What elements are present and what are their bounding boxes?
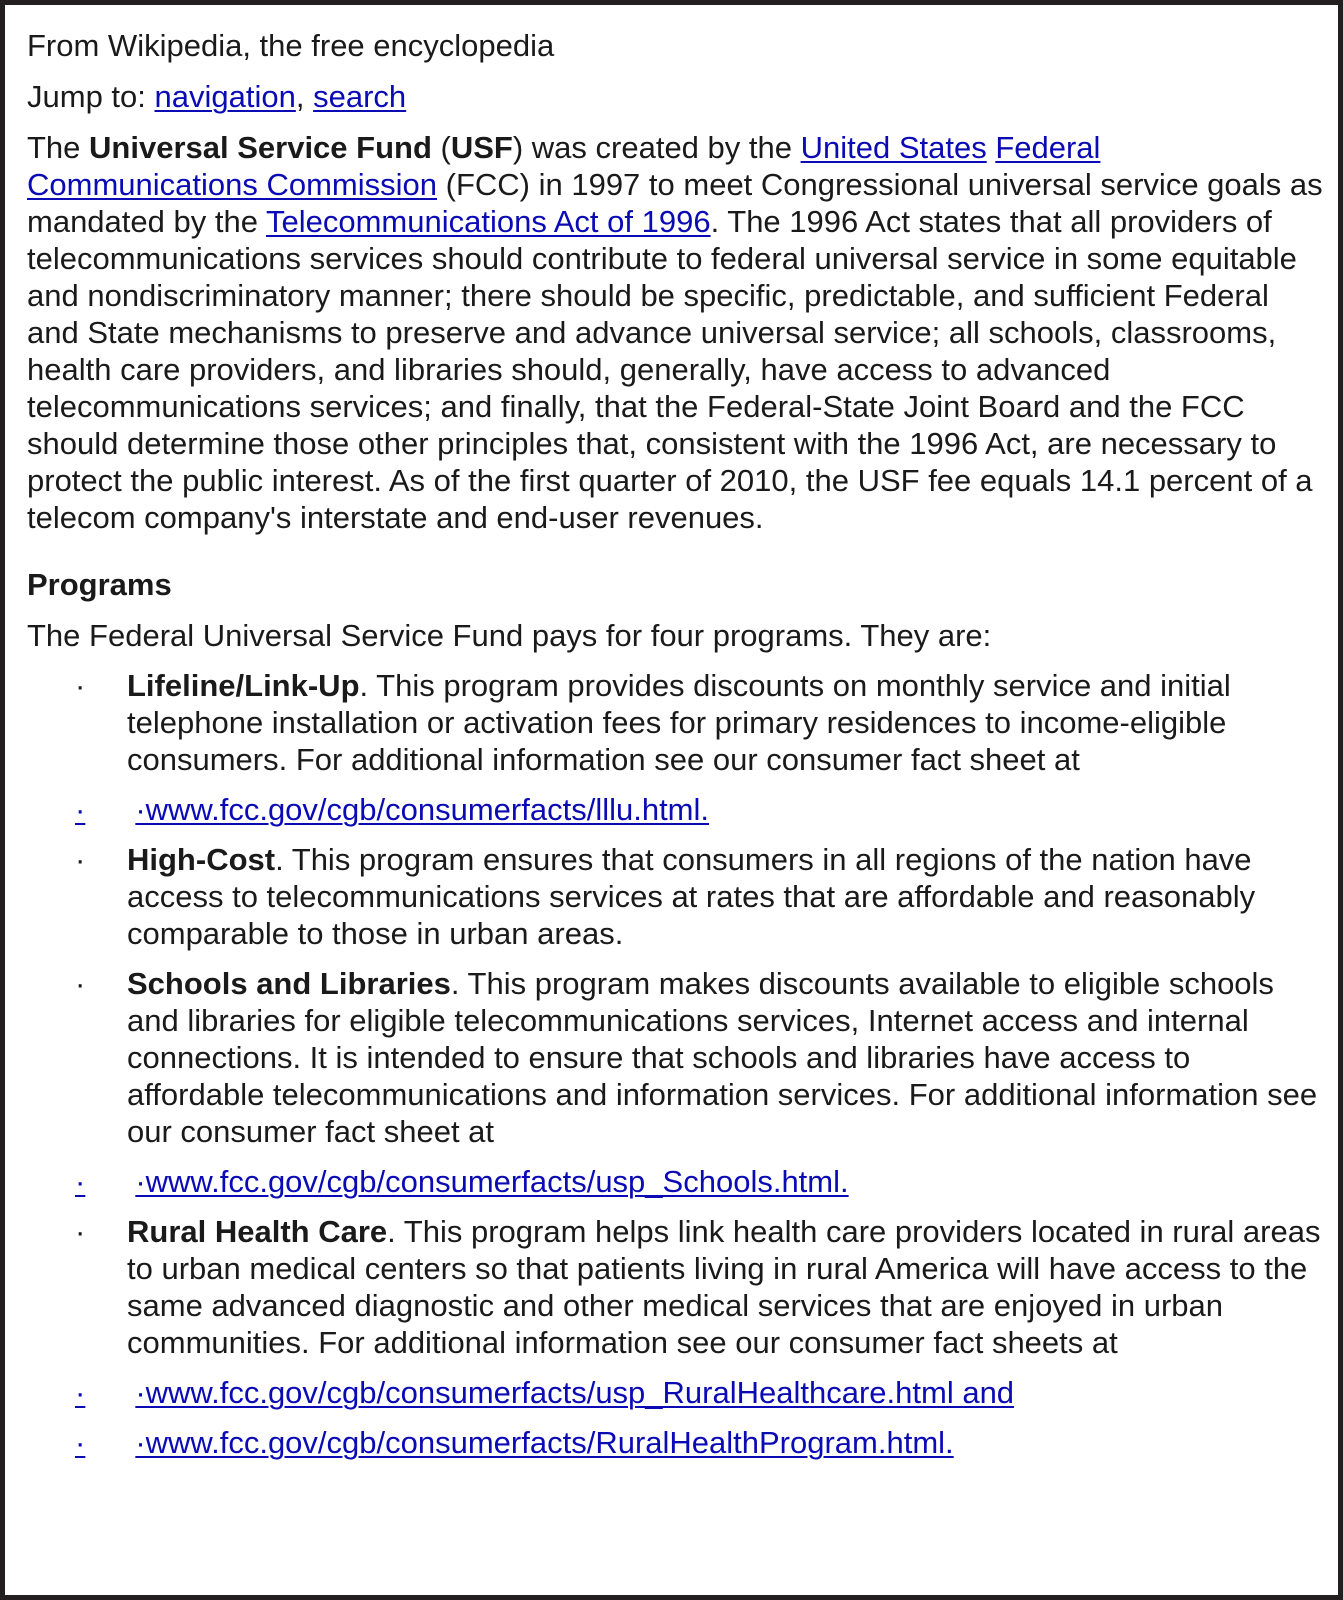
link-text: ·www.fcc.gov/cgb/consumerfacts/usp_RuralHealthcare.html and (135, 1375, 1015, 1410)
intro-text-3: ) was created by the (512, 130, 801, 165)
link-bullet: · (75, 1375, 86, 1410)
intro-bold-usf-abbr: USF (450, 130, 513, 165)
lifeline-factsheet-link[interactable] (75, 791, 709, 828)
program-item-rural-health (27, 1213, 1327, 1361)
tagline-text: From Wikipedia, the free encyclopedia (27, 28, 555, 63)
url-row-rural-1 (27, 1374, 1327, 1411)
telecom-act-link[interactable]: Telecommunications Act of 1996 (266, 204, 711, 239)
program-title: Schools and Libraries (127, 966, 451, 1001)
programs-heading: Programs (27, 567, 172, 602)
rural-healthcare-factsheet-link[interactable] (75, 1374, 1014, 1411)
jump-to-label: Jump to: (27, 79, 146, 114)
intro-text-6: . The 1996 Act states that all providers of telecommunications services should contribute to federal universal service in some equitable and nondiscriminatory manner; there should be specific, predictable, and sufficient Federal and State mechanisms to preserve and advance universal service; all schools, classrooms, health care providers, and libraries should, generally, have access to advanced telecommunications services; and finally, that the Federal-State Joint Board and the FCC should determine those other principles that, consistent with the 1996 Act, are necessary to protect the public interest. As of the first quarter of 2010, the USF fee equals 14.1 percent of a telecom company's interstate and end-user revenues. (27, 204, 1313, 535)
intro-text-2: ( (431, 130, 451, 165)
jump-to-separator: , (295, 79, 305, 114)
program-item-lifeline (27, 667, 1327, 778)
program-title: Lifeline/Link-Up (127, 668, 360, 703)
link-text: ·www.fcc.gov/cgb/consumerfacts/lllu.html. (135, 792, 710, 827)
program-item-high-cost (27, 841, 1327, 952)
url-row-schools (27, 1163, 1327, 1200)
link-bullet: · (75, 792, 86, 827)
program-title: Rural Health Care (127, 1214, 388, 1249)
bullet: · (75, 668, 86, 703)
program-title: High-Cost (127, 842, 276, 877)
url-row-rural-2 (27, 1424, 1327, 1461)
program-description: . This program helps link health care providers located in rural areas to urban medical centers so that patients living in rural America will have access to the same advanced diagnostic and other medical services that are enjoyed in urban communities. For additional information see our consumer fact sheets at (127, 1214, 1321, 1360)
intro-text-5: (FCC) in 1997 to meet Congressional universal service goals as mandated by the (27, 167, 1323, 239)
bullet: · (75, 842, 86, 877)
program-description: . This program provides discounts on monthly service and initial telephone installation or activation fees for primary residences to income-eligible consumers. For additional information see our consumer fact sheet at (127, 668, 1231, 777)
intro-paragraph (27, 129, 1327, 536)
link-bullet: · (75, 1425, 86, 1460)
search-link[interactable]: search (313, 79, 407, 114)
tagline (27, 27, 1327, 64)
link-bullet: · (75, 1164, 86, 1199)
jump-to-line (27, 78, 1327, 115)
program-description: . This program ensures that consumers in all regions of the nation have access to telecommunications services at rates that are affordable and reasonably comparable to those in urban areas. (127, 842, 1256, 951)
rural-health-program-link[interactable] (75, 1424, 954, 1461)
united-states-link[interactable]: United States (800, 130, 987, 165)
program-item-schools-libraries (27, 965, 1327, 1150)
intro-text-1: The (27, 130, 90, 165)
link-text: ·www.fcc.gov/cgb/consumerfacts/RuralHealthProgram.html. (135, 1425, 954, 1460)
program-description: . This program makes discounts available to eligible schools and libraries for eligible telecommunications services, Internet access and internal connections. It is intended to ensure that schools and libraries have access to affordable telecommunications and information services. For additional information see our consumer fact sheet at (127, 966, 1318, 1149)
fcc-link[interactable]: Federal Communications Commission (27, 130, 1101, 202)
intro-bold-usf-name: Universal Service Fund (89, 130, 432, 165)
url-row-lifeline (27, 791, 1327, 828)
bullet: · (75, 966, 86, 1001)
programs-intro: The Federal Universal Service Fund pays for four programs. They are: (27, 618, 992, 653)
link-text: ·www.fcc.gov/cgb/consumerfacts/usp_Schools.html. (135, 1164, 849, 1199)
article-content (27, 27, 1327, 1461)
bullet: · (75, 1214, 86, 1249)
schools-factsheet-link[interactable] (75, 1163, 849, 1200)
navigation-link[interactable]: navigation (154, 79, 296, 114)
